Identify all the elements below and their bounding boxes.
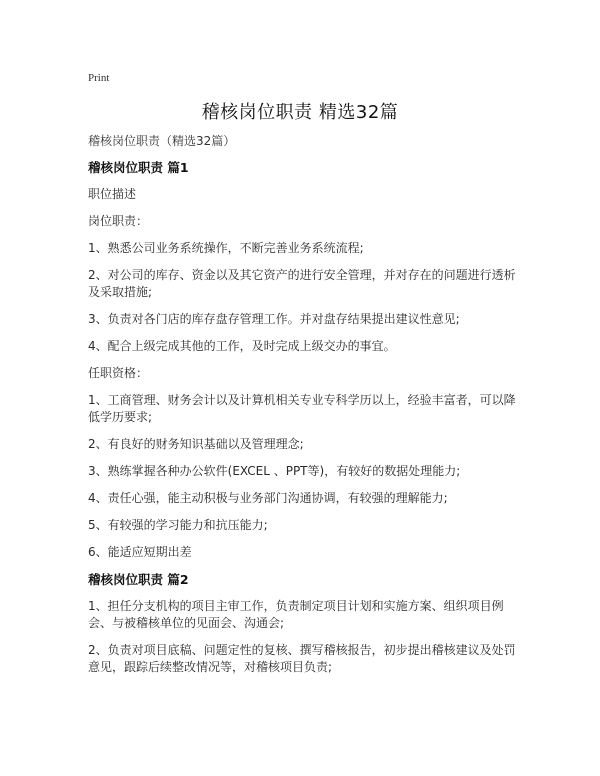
document-body	[88, 159, 518, 686]
paragraph: 任职资格：	[88, 366, 149, 380]
section-1	[88, 159, 518, 561]
paragraph: 4、责任心强，能主动积极与业务部门沟通协调，有较强的理解能力;	[88, 491, 448, 505]
section-2	[88, 571, 518, 676]
paragraph: 6、能适应短期出差	[88, 545, 192, 559]
paragraph: 1、工商管理、财务会计以及计算机相关专业专科学历以上，经验丰富者，可以降低学历要求;	[88, 393, 516, 424]
paragraph: 2、有良好的财务知识基础以及管理理念;	[88, 437, 304, 451]
paragraph: 岗位职责：	[88, 214, 149, 228]
print-label: Print	[88, 72, 110, 84]
paragraph: 3、熟练掌握各种办公软件(EXCEL 、PPT等)，有较好的数据处理能力;	[88, 464, 461, 478]
section-heading: 稽核岗位职责 篇2	[88, 572, 189, 587]
paragraph: 4、配合上级完成其他的工作，及时完成上级交办的事宜。	[88, 339, 396, 353]
paragraph: 2、负责对项目底稿、问题定性的复核、撰写稽核报告，初步提出稽核建议及处罚意见，跟踪后续整改情况等，对稽核项目负责;	[88, 643, 516, 674]
paragraph: 职位描述	[88, 187, 137, 201]
paragraph: 3、负责对各门店的库存盘存管理工作。并对盘存结果提出建议性意见;	[88, 312, 460, 326]
paragraph: 5、有较强的学习能力和抗压能力;	[88, 518, 268, 532]
paragraph: 1、熟悉公司业务系统操作，不断完善业务系统流程;	[88, 241, 364, 255]
document-subtitle: 稽核岗位职责（精选32篇）	[88, 134, 236, 148]
paragraph: 1、担任分支机构的项目主审工作，负责制定项目计划和实施方案、组织项目例会、与被稽核单位的见面会、沟通会;	[88, 599, 504, 630]
document-title: 稽核岗位职责 精选32篇	[201, 102, 399, 123]
section-heading: 稽核岗位职责 篇1	[88, 160, 189, 175]
paragraph: 2、对公司的库存、资金以及其它资产的进行安全管理，并对存在的问题进行透析及采取措施;	[88, 268, 516, 299]
